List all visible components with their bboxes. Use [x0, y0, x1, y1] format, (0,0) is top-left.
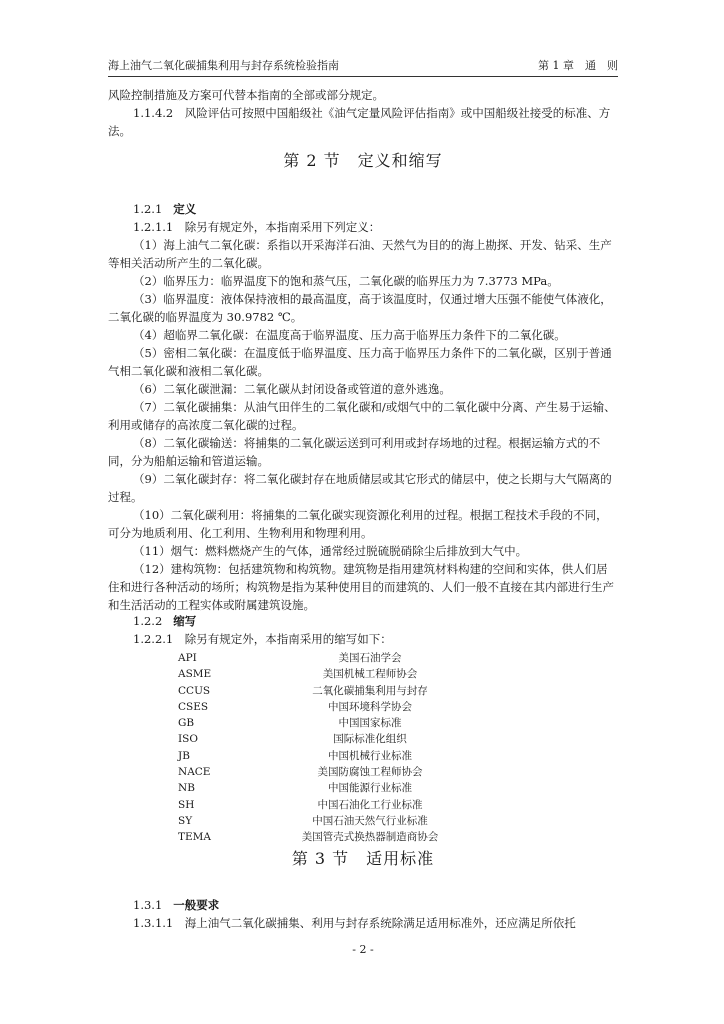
clause: 1.2.2.1 除另有规定外，本指南采用的缩写如下：	[133, 632, 392, 646]
definition-item: （12）建构筑物：包括建筑物和构筑物。建筑物是指用建筑材料构建的空间和实体，供人们居住和进行各种活动的场所；构筑物是指为某种使用目的而建筑的、人们一般不直接在其内部进行生产和生活活动的工程实体或附属建筑设施。	[108, 562, 614, 612]
definition-item: （11）烟气：燃料燃烧产生的气体，通常经过脱硫脱硝除尘后排放到大气中。	[133, 544, 528, 558]
page-number: - 2 -	[352, 943, 374, 956]
abbreviation-row: NACE 美国防腐蚀工程师协会	[178, 766, 423, 779]
definition-item: （8）二氧化碳输送：将捕集的二氧化碳运送到可利用或封存场地的过程。根据运输方式的不同，分为船舶运输和管道运输。	[108, 436, 601, 468]
subsection-heading: 1.2.2 缩写	[133, 614, 197, 628]
section-title: 第 3 节 适用标准	[291, 849, 435, 868]
abbreviation-row: ASME 美国机械工程师协会	[178, 668, 418, 681]
definition-item: （5）密相二氧化碳：在温度低于临界温度、压力高于临界压力条件下的二氧化碳，区别于普通气相二氧化碳和液相二氧化碳。	[108, 346, 612, 378]
abbreviation-row: API 美国石油学会	[178, 652, 402, 664]
page-header	[108, 58, 618, 77]
abbreviation-list	[178, 650, 478, 846]
header-title: 海上油气二氧化碳捕集利用与封存系统检验指南	[108, 59, 339, 72]
paragraph: 风险控制措施及方案可代替本指南的全部或部分规定。	[108, 88, 384, 102]
subsection-heading: 1.3.1 一般要求	[133, 898, 220, 912]
clause: 1.2.1.1 除另有规定外，本指南采用下列定义：	[133, 220, 381, 234]
abbreviation-row: GB 中国国家标准	[178, 717, 402, 730]
abbreviation-row: NB 中国能源行业标准	[178, 782, 412, 795]
definition-item: （9）二氧化碳封存：将二氧化碳封存在地质储层或其它形式的储层中，使之长期与大气隔离的过程。	[108, 472, 612, 504]
definition-item: （2）临界压力：临界温度下的饱和蒸气压，二氧化碳的临界压力为 7.3773 MPa。	[133, 274, 559, 288]
definition-item: （3）临界温度：液体保持液相的最高温度，高于该温度时，仅通过增大压强不能使气体液化，二氧化碳的临界温度为 30.9782 ℃。	[108, 292, 612, 324]
abbreviation-row: CCUS 二氧化碳捕集利用与封存	[178, 684, 428, 697]
abbreviation-row: SY 中国石油天然气行业标准	[178, 814, 428, 827]
definition-item: （10）二氧化碳利用：将捕集的二氧化碳实现资源化利用的过程。根据工程技术手段的不同，可分为地质利用、化工利用、生物利用和物理利用。	[108, 508, 608, 540]
abbreviation-row: TEMA 美国管壳式换热器制造商协会	[178, 831, 439, 844]
abbreviation-row: CSES 中国环境科学协会	[178, 700, 412, 713]
abbreviation-row: JB 中国机械行业标准	[178, 749, 412, 762]
paragraph: 1.1.4.2 风险评估可按照中国船级社《油气定量风险评估指南》或中国船级社接受的标准、方法。	[108, 106, 611, 138]
definition-item: （4）超临界二氧化碳：在温度高于临界温度、压力高于临界压力条件下的二氧化碳。	[133, 328, 566, 342]
definition-item: （6）二氧化碳泄漏：二氧化碳从封闭设备或管道的意外逃逸。	[133, 382, 451, 396]
abbreviation-row: SH 中国石油化工行业标准	[178, 798, 423, 811]
header-chapter: 第 1 章 通 则	[538, 59, 618, 72]
subsection-heading: 1.2.1 定义	[133, 202, 197, 216]
abbreviation-row: ISO 国际标准化组织	[178, 733, 407, 746]
definition-item: （7）二氧化碳捕集：从油气田伴生的二氧化碳和/或烟气中的二氧化碳中分离、产生易于运输、利用或储存的高浓度二氧化碳的过程。	[108, 400, 616, 432]
section-title: 第 2 节 定义和缩写	[283, 151, 443, 170]
clause: 1.3.1.1 海上油气二氧化碳捕集、利用与封存系统除满足适用标准外，还应满足所依托	[133, 916, 576, 930]
definition-item: （1）海上油气二氧化碳：系指以开采海洋石油、天然气为目的的海上勘探、开发、钻采、生产等相关活动所产生的二氧化碳。	[108, 238, 612, 270]
